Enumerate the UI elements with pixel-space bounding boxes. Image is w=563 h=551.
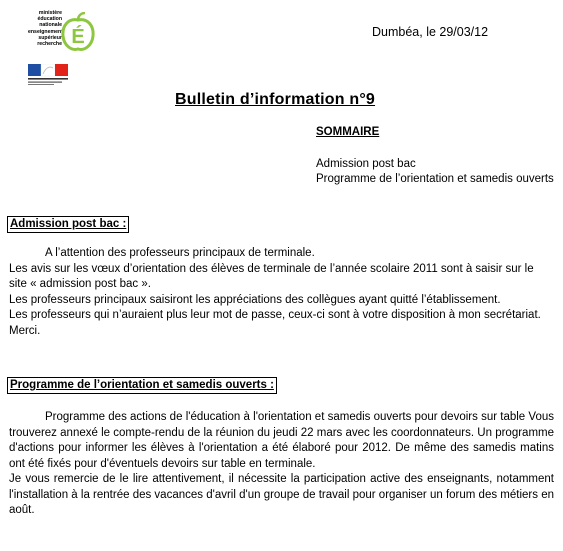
logo-line: nationale [39, 22, 62, 29]
apple-e-icon [60, 12, 96, 52]
logo-line: éducation [37, 16, 62, 23]
document-date: Dumbéa, le 29/03/12 [372, 25, 489, 39]
sommaire-item: Admission post bac [316, 158, 416, 170]
sommaire-heading: SOMMAIRE [316, 126, 380, 138]
paragraph: A l’attention des professeurs principaux de terminale. [45, 247, 315, 259]
section-heading-orientation: Programme de l’orientation et samedis ouverts : [7, 377, 277, 394]
logo-line: supérieur [38, 34, 62, 41]
paragraph: Programme des actions de l'éducation à l'orientation et samedis ouverts pour devoirs sur table Vous trouverez annexé le compte-rendu de la réunion du jeudi 22 mars avec les coordonnateurs. Un programme d'actions pour informer les élèves à l'orientation a été élaboré pour 2012. De même des samedis matins ont été fixés pour d'éventuels devoirs sur table en terminale. [9, 411, 554, 470]
page-title: Bulletin d’information n°9 [175, 91, 376, 108]
logo-line: recherche [37, 41, 62, 48]
paragraph: Je vous remercie de le lire attentivement, il nécessite la participation active des enseignants, notamment l'installation à la rentrée des vacances d'avril d'un groupe de travail pour organiser un forum des métiers en août. [9, 473, 554, 516]
logo-letter: É [71, 26, 85, 48]
section-body-admission [9, 246, 554, 339]
section-heading-admission: Admission post bac : [7, 216, 129, 233]
sommaire-list [316, 157, 554, 187]
section-body-orientation [9, 410, 554, 519]
logo-text [28, 10, 62, 47]
logo-line: ministère [38, 10, 62, 16]
ministry-logo [28, 6, 92, 86]
sommaire-item: Programme de l’orientation et samedis ouverts [316, 173, 554, 185]
logo-line: enseignement [28, 28, 63, 35]
paragraph: Merci. [9, 324, 41, 337]
republic-flag-icon [28, 64, 68, 86]
paragraph: Les avis sur les vœux d’orientation des élèves de terminale de l’année scolaire 2011 sont à saisir sur le site « admission post bac ». [9, 262, 534, 290]
paragraph: Les professeurs principaux saisiront les appréciations des collègues ayant quitté l’établissement. [9, 293, 501, 306]
paragraph: Les professeurs qui n’auraient plus leur mot de passe, ceux-ci sont à votre disposition à mon secrétariat. [9, 309, 541, 321]
